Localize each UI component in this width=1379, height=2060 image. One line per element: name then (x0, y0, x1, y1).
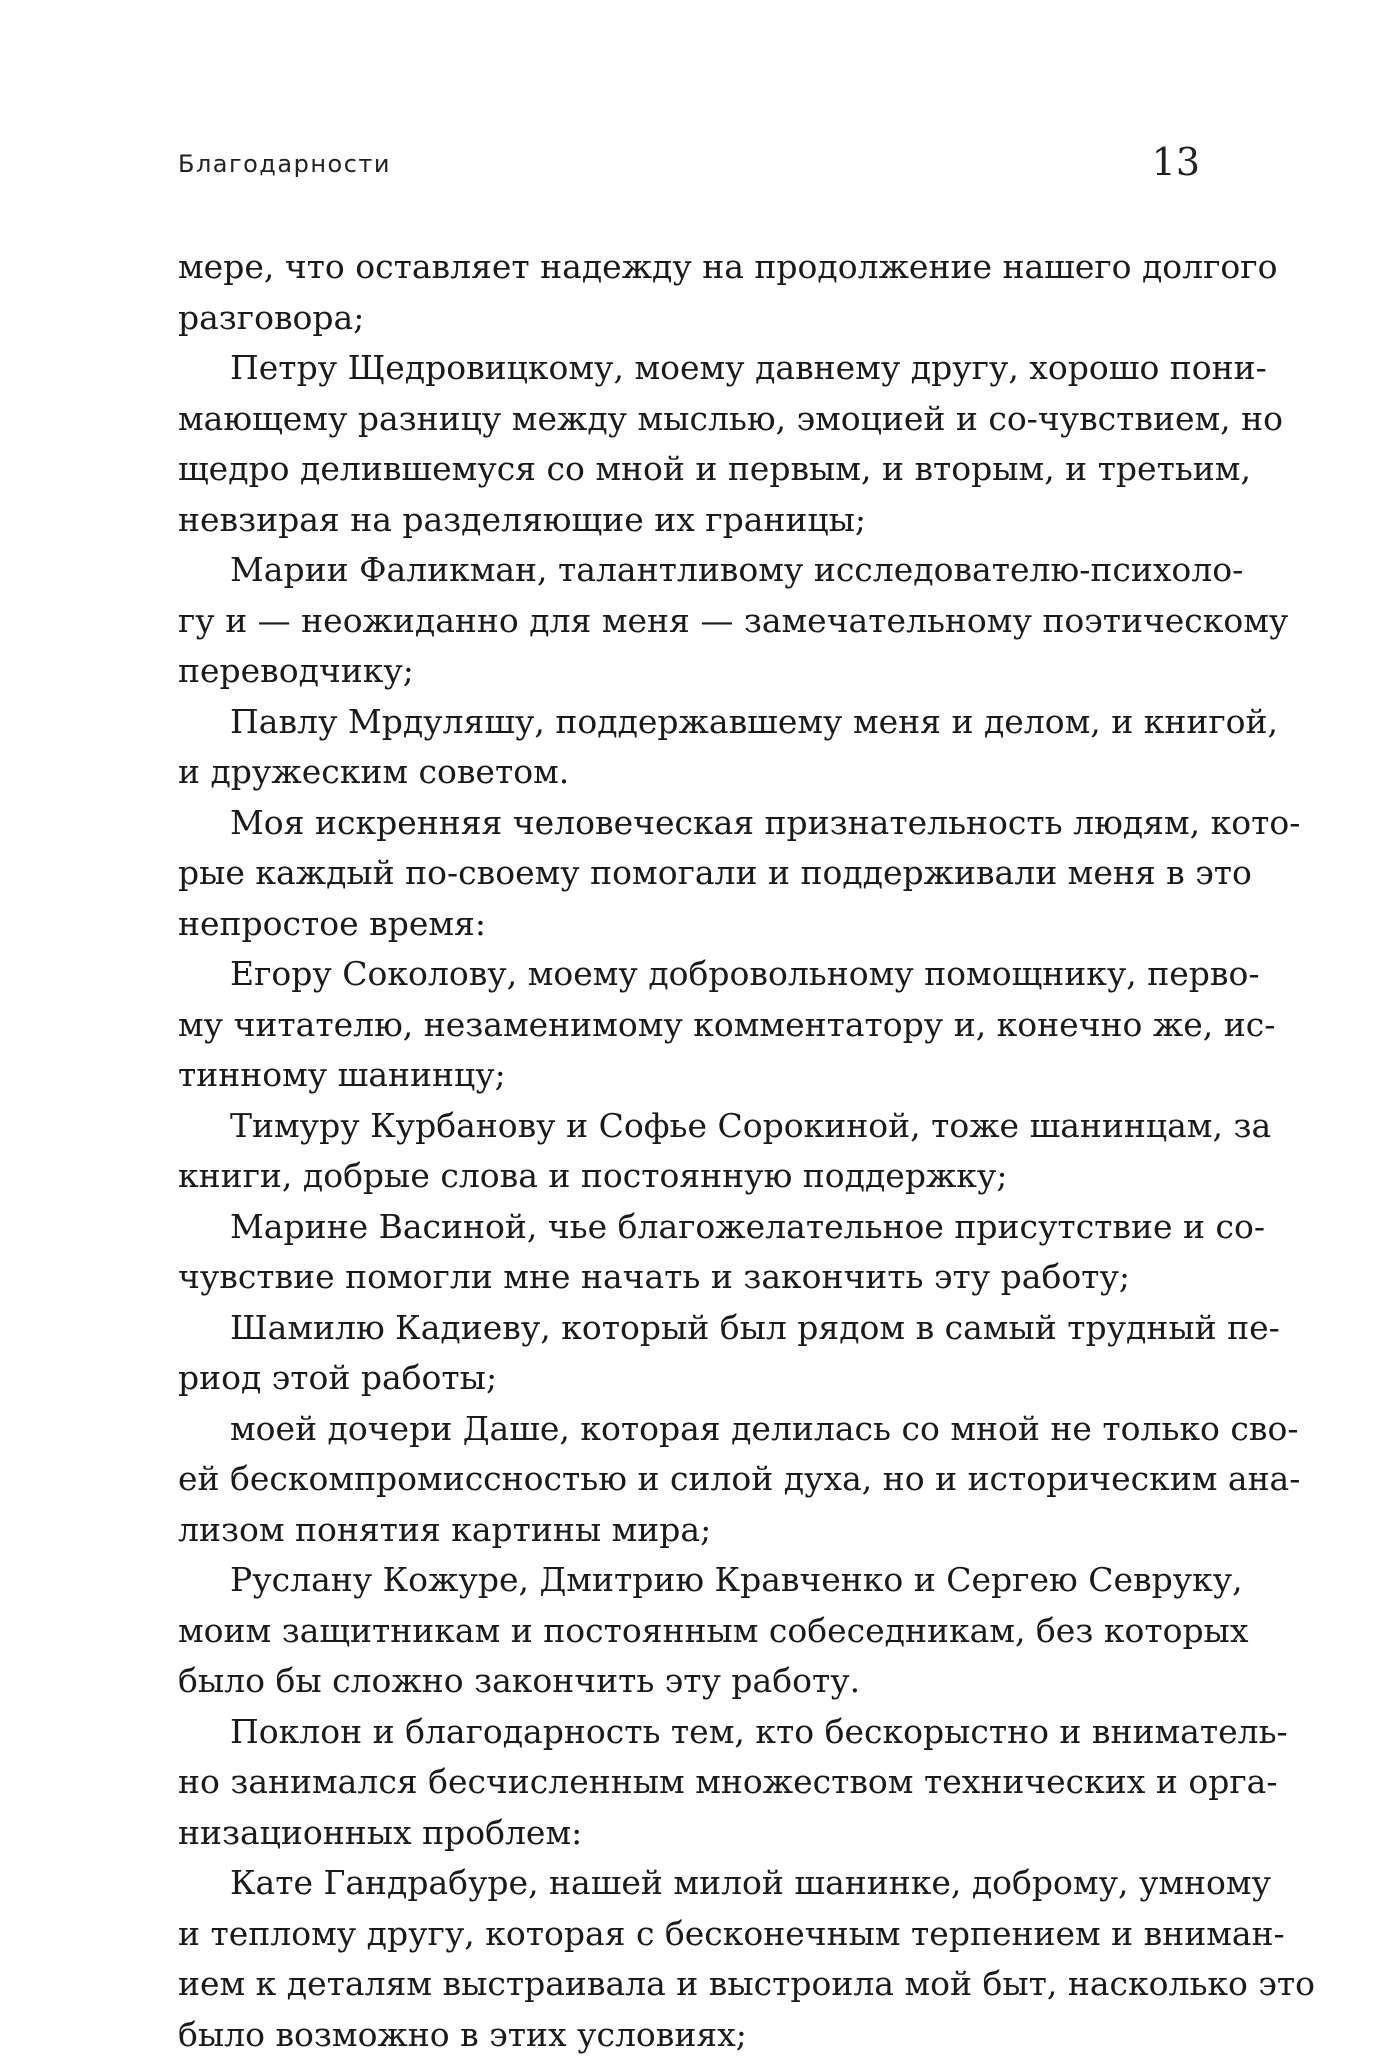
paragraph (178, 1707, 1200, 1859)
text-line: Поклон и благодарность тем, кто бескорыстно и вниматель- (178, 1707, 1200, 1758)
text-line: Руслану Кожуре, Дмитрию Кравченко и Сергею Севруку, (178, 1555, 1200, 1606)
paragraph (178, 545, 1200, 697)
paragraph (178, 798, 1200, 950)
text-line: но занимался бесчисленным множеством технических и орга- (178, 1757, 1200, 1808)
text-line: мере, что оставляет надежду на продолжение нашего долгого (178, 242, 1200, 293)
text-line: книги, добрые слова и постоянную поддержку; (178, 1151, 1200, 1202)
text-line: тинному шанинцу; (178, 1050, 1200, 1101)
paragraph (178, 242, 1200, 343)
page-number: 13 (1152, 140, 1200, 184)
text-line: моим защитникам и постоянным собеседникам, без которых (178, 1606, 1200, 1657)
text-line: чувствие помогли мне начать и закончить эту работу; (178, 1252, 1200, 1303)
text-line: непростое время: (178, 899, 1200, 950)
text-line: Егору Соколову, моему добровольному помощнику, перво- (178, 949, 1200, 1000)
paragraph (178, 949, 1200, 1101)
text-line: Кате Гандрабуре, нашей милой шанинке, доброму, умному (178, 1858, 1200, 1909)
text-line: лизом понятия картины мира; (178, 1505, 1200, 1556)
text-line: му читателю, незаменимому комментатору и, конечно же, ис- (178, 1000, 1200, 1051)
text-line: Марине Васиной, чье благожелательное присутствие и со- (178, 1202, 1200, 1253)
text-line: риод этой работы; (178, 1353, 1200, 1404)
paragraph (178, 1858, 1200, 2060)
text-line: невзирая на разделяющие их границы; (178, 495, 1200, 546)
text-line: ей бескомпромиссностью и силой духа, но и историческим ана- (178, 1454, 1200, 1505)
text-line: мающему разницу между мыслью, эмоцией и со-чувствием, но (178, 394, 1200, 445)
text-line: и дружеским советом. (178, 747, 1200, 798)
text-line: ием к деталям выстраивала и выстроила мой быт, насколько это (178, 1959, 1200, 2010)
text-line: Марии Фаликман, талантливому исследователю-психоло- (178, 545, 1200, 596)
paragraph (178, 697, 1200, 798)
paragraph (178, 343, 1200, 545)
text-line: разговора; (178, 293, 1200, 344)
text-line: гу и — неожиданно для меня — замечательному поэтическому (178, 596, 1200, 647)
text-line: Павлу Мрдуляшу, поддержавшему меня и делом, и книгой, (178, 697, 1200, 748)
paragraph (178, 1202, 1200, 1303)
paragraph (178, 1555, 1200, 1707)
text-line: щедро делившемуся со мной и первым, и вторым, и третьим, (178, 444, 1200, 495)
text-line: низационных проблем: (178, 1808, 1200, 1859)
text-line: Петру Щедровицкому, моему давнему другу, хорошо пони- (178, 343, 1200, 394)
text-line: моей дочери Даше, которая делилась со мной не только сво- (178, 1404, 1200, 1455)
running-header: Благодарности (178, 150, 391, 178)
text-line: и теплому другу, которая с бесконечным терпением и вниман- (178, 1909, 1200, 1960)
paragraph (178, 1303, 1200, 1404)
paragraph (178, 1404, 1200, 1556)
text-line: Шамилю Кадиеву, который был рядом в самый трудный пе- (178, 1303, 1200, 1354)
text-line: было возможно в этих условиях; (178, 2010, 1200, 2060)
text-line: рые каждый по-своему помогали и поддерживали меня в это (178, 848, 1200, 899)
text-line: было бы сложно закончить эту работу. (178, 1656, 1200, 1707)
text-line: Тимуру Курбанову и Софье Сорокиной, тоже шанинцам, за (178, 1101, 1200, 1152)
text-line: переводчику; (178, 646, 1200, 697)
paragraph (178, 1101, 1200, 1202)
text-line: Моя искренняя человеческая признательность людям, кото- (178, 798, 1200, 849)
body-text (178, 242, 1200, 2060)
